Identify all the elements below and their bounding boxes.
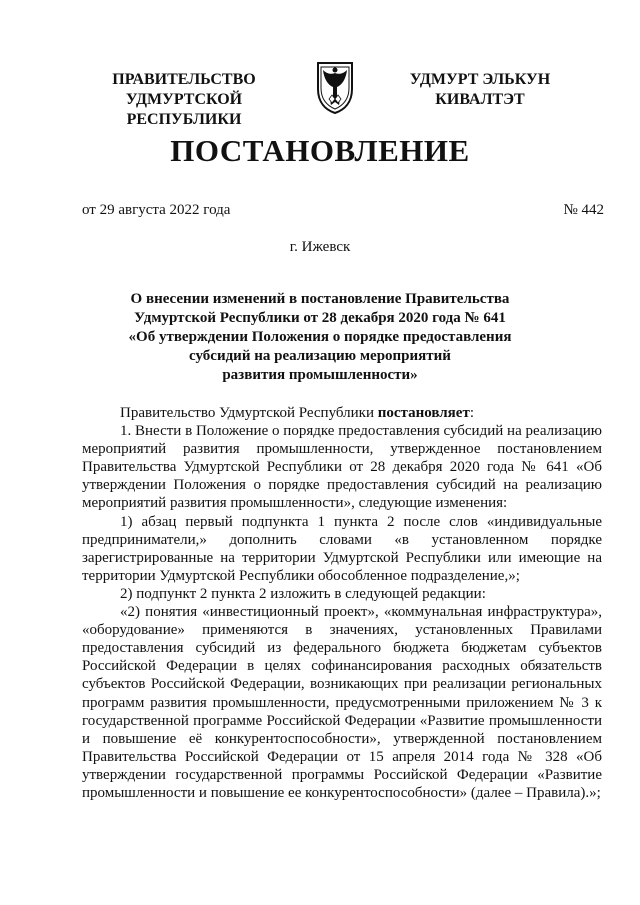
document-city: г. Ижевск — [289, 239, 351, 255]
body-intro — [82, 404, 602, 422]
document-body — [82, 404, 602, 802]
subject-line: субсидий на реализацию мероприятий — [189, 348, 451, 364]
subject-line: О внесении изменений в постановление Правительства — [130, 291, 510, 307]
intro-suffix: : — [469, 405, 474, 421]
body-paragraph-3: 2) подпункт 2 пункта 2 изложить в следующей редакции: — [120, 585, 486, 602]
coat-of-arms-icon — [312, 59, 358, 115]
document-date: от 29 августа 2022 года — [82, 202, 231, 218]
header-right-line2: КИВАЛТЭТ — [435, 91, 525, 108]
header-right-line1: УДМУРТ ЭЛЬКУН — [409, 71, 551, 88]
subject-line: «Об утверждении Положения о порядке предоставления — [128, 329, 512, 345]
body-paragraph-4: «2) понятия «инвестиционный проект», «коммунальная инфраструктура», «оборудование» применяются в значениях, установленных Правилами предоставления субсидий из федерального бюджета бюджетам субъектов Российской Федерации в целях софинансирования расходных обязательств субъектов Российской Федерации, возникающих при реализации региональных программ развития промышленности, предусмотренными приложением № 3 к государственной программе Российской Федерации «Развитие промышленности и повышение её конкурентоспособности», утвержденной постановлением Правительства Российской Федерации от 15 апреля 2014 года № 328 «Об утверждении государственной программы Российской Федерации «Развитие промышленности и повышение ее конкурентоспособности» (далее – Правила).»; — [82, 604, 602, 801]
body-paragraph-1: 1. Внести в Положение о порядке предоставления субсидий на реализацию мероприятий развития промышленности, утвержденное постановлением Правительства Удмуртской Республики от 28 декабря 2020 года № 641 «Об утверждении Положения о порядке предоставления субсидий на реализацию мероприятий развития промышленности», следующие изменения: — [82, 423, 602, 512]
intro-verb: постановляет — [377, 405, 470, 421]
header-left-ru — [74, 70, 294, 130]
intro-prefix: Правительство Удмуртской Республики — [120, 405, 378, 421]
header-left-line1: ПРАВИТЕЛЬСТВО — [112, 71, 256, 88]
header-left-line2: УДМУРТСКОЙ РЕСПУБЛИКИ — [125, 91, 243, 128]
header-right-udm — [370, 70, 590, 110]
subject-line: развития промышленности» — [222, 367, 418, 383]
document-title: ПОСТАНОВЛЕНИЕ — [170, 133, 470, 168]
subject-line: Удмуртской Республики от 28 декабря 2020 года № 641 — [134, 310, 506, 326]
document-subject — [100, 290, 540, 385]
document-number: № 442 — [563, 202, 604, 218]
body-paragraph-2: 1) абзац первый подпункта 1 пункта 2 после слов «индивидуальные предприниматели,» дополнить словами «в установленном порядке зарегистрированные на территории Удмуртской Республики или имеющие на территории Удмуртской Республики обособленное подразделение,»; — [82, 513, 602, 584]
